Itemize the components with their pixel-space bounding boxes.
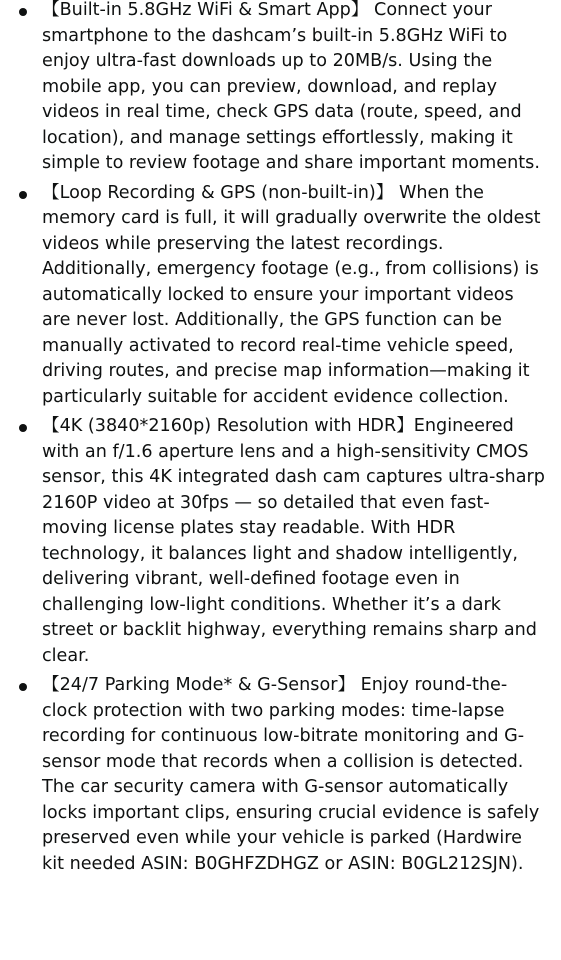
feature-bullet-list xyxy=(14,0,547,877)
feature-bullet-text: 【Built-in 5.8GHz WiFi & Smart App】 Connect your smartphone to the dashcam’s built-in 5.8GHz WiFi to enjoy ultra-fast downloads up to 20MB/s. Using the mobile app, you can preview, download, and replay videos in real time, check GPS data (route, speed, and location), and manage settings effortlessly, making it simple to review footage and share important moments. xyxy=(42,0,540,173)
feature-bullet-4k-hdr xyxy=(14,414,547,669)
feature-bullet-text: 【Loop Recording & GPS (non-built-in)】 When the memory card is full, it will gradually overwrite the oldest videos while preserving the latest recordings. Additionally, emergency footage (e.g., from collisions) is automatically locked to ensure your important videos are never lost. Additionally, the GPS function can be manually activated to record real-time vehicle speed, driving routes, and precise map information—making it particularly suitable for accident evidence collection. xyxy=(42,182,541,407)
bullet-point-icon xyxy=(19,683,27,691)
feature-bullet-parking-gsensor xyxy=(14,673,547,877)
feature-bullet-loop-gps xyxy=(14,181,547,411)
feature-bullet-text: 【24/7 Parking Mode* & G-Sensor】 Enjoy round-the-clock protection with two parking modes: time-lapse recording for continuous low-bitrate monitoring and G-sensor mode that records when a collision is detected. The car security camera with G-sensor automatically locks important clips, ensuring crucial evidence is safely preserved even while your vehicle is parked (Hardwire kit needed ASIN: B0GHFZDHGZ or ASIN: B0GL212SJN). xyxy=(42,675,540,874)
bullet-point-icon xyxy=(19,8,27,16)
feature-bullet-wifi-app xyxy=(14,0,547,177)
bullet-point-icon xyxy=(19,424,27,432)
bullet-point-icon xyxy=(19,191,27,199)
feature-bullet-text: 【4K (3840*2160p) Resolution with HDR】Engineered with an f/1.6 aperture lens and a high-sensitivity CMOS sensor, this 4K integrated dash cam captures ultra-sharp 2160P video at 30fps — so detailed that even fast-moving license plates stay readable. With HDR technology, it balances light and shadow intelligently, delivering vibrant, well-defined footage even in challenging low-light conditions. Whether it’s a dark street or backlit highway, everything remains sharp and clear. xyxy=(42,416,545,666)
